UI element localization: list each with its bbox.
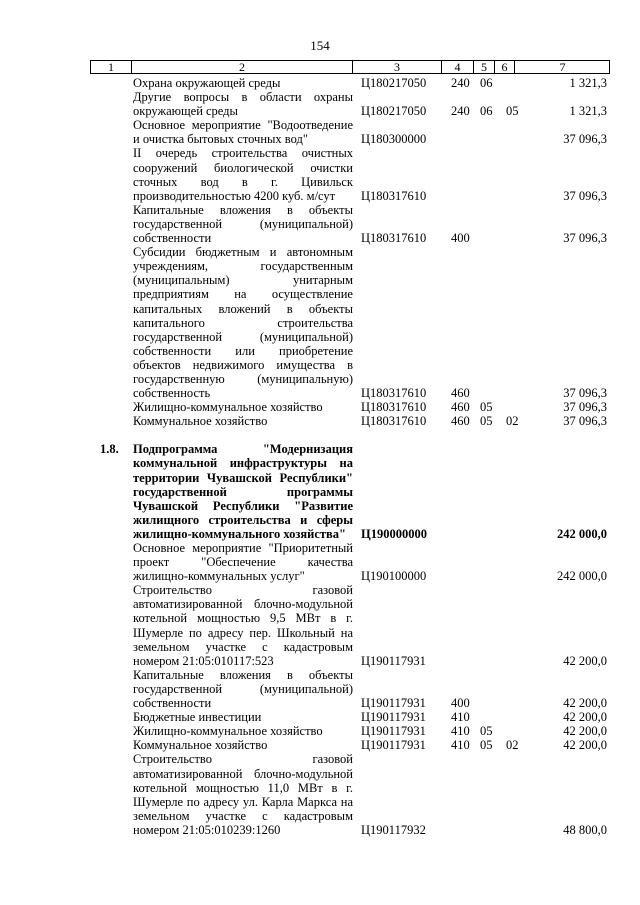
- row-name: Бюджетные инвестиции: [133, 710, 262, 725]
- row-name: Капитальные вложения в объекты государственной (муниципальной) собственности: [133, 667, 353, 711]
- table-row: [0, 583, 640, 668]
- row-name: Капитальные вложения в объекты государственной (муниципальной) собственности: [133, 202, 353, 246]
- row-col-6: 05: [506, 104, 519, 119]
- row-amount: 37 096,3: [563, 132, 607, 147]
- header-col-2: 2: [131, 61, 352, 73]
- table-row: [0, 400, 640, 414]
- row-col-6: 02: [506, 414, 519, 429]
- row-code: Ц180217050: [361, 76, 427, 90]
- row-number: 1.8.: [100, 442, 119, 457]
- row-name: Жилищно-коммунальное хозяйство: [133, 400, 323, 415]
- row-name: Подпрограмма "Модернизация коммунальной инфраструктуры на территории Чувашской Республики" государственной программы Чувашской Республики "Развитие жилищного строительства и сферы жилищно-коммунального хозяйства": [133, 442, 353, 541]
- row-amount: 1 321,3: [569, 76, 607, 90]
- row-name: Строительство газовой автоматизированной блочно-модульной котельной мощностью 9,5 МВт в г. Шумерле по адресу пер. Школьный на земельном участке с кадастровым номером 21:05:010117:523: [133, 583, 353, 668]
- table-row: [0, 668, 640, 710]
- header-col-7: 7: [514, 61, 610, 73]
- row-code: Ц180317610: [361, 400, 427, 415]
- row-col-4: 460: [451, 414, 470, 429]
- table-body: [0, 76, 640, 837]
- header-col-4: 4: [441, 61, 473, 73]
- row-amount: 42 200,0: [563, 710, 607, 725]
- header-col-1: 1: [108, 60, 114, 74]
- row-code: Ц190117932: [361, 822, 426, 837]
- row-col-4: 240: [451, 76, 470, 90]
- table-row: [0, 414, 640, 428]
- row-amount: 37 096,3: [563, 188, 607, 203]
- row-col-5: 05: [480, 414, 493, 429]
- header-col-5: 5: [473, 61, 494, 73]
- row-col-4: 410: [451, 738, 470, 753]
- table-row: [0, 203, 640, 245]
- row-amount: 42 200,0: [563, 738, 607, 753]
- row-amount: 1 321,3: [569, 104, 607, 119]
- row-amount: 242 000,0: [557, 526, 607, 541]
- row-col-5: 06: [480, 104, 493, 119]
- row-code: Ц190117931: [361, 696, 426, 711]
- table-row: [0, 90, 640, 118]
- row-col-4: 240: [451, 104, 470, 119]
- row-col-4: 460: [451, 386, 470, 401]
- header-col-3: 3: [352, 61, 441, 73]
- row-col-4: 400: [451, 696, 470, 711]
- header-col-6: 6: [494, 61, 514, 73]
- table-row: [0, 442, 640, 541]
- page-number: 154: [310, 38, 330, 53]
- row-code: Ц190117931: [361, 653, 426, 668]
- row-col-4: 410: [451, 724, 470, 739]
- row-name: Коммунальное хозяйство: [133, 738, 268, 753]
- row-amount: 42 200,0: [563, 696, 607, 711]
- row-amount: 48 800,0: [563, 822, 607, 837]
- row-col-5: 05: [480, 400, 493, 415]
- row-col-5: 05: [480, 724, 493, 739]
- row-amount: 37 096,3: [563, 386, 607, 401]
- row-name: Коммунальное хозяйство: [133, 414, 268, 429]
- row-name: Жилищно-коммунальное хозяйство: [133, 724, 323, 739]
- row-amount: 42 200,0: [563, 653, 607, 668]
- row-amount: 42 200,0: [563, 724, 607, 739]
- table-row: [0, 118, 640, 146]
- row-amount: 37 096,3: [563, 231, 607, 246]
- table-row: [0, 541, 640, 583]
- table-row: [0, 724, 640, 738]
- row-code: Ц190117931: [361, 710, 426, 725]
- row-col-4: 410: [451, 710, 470, 725]
- row-code: Ц190117931: [361, 724, 426, 739]
- row-name: II очередь строительства очистных сооружений биологической очистки сточных вод в г. Цивильск производительностью 4200 куб. м/сут: [133, 146, 353, 203]
- row-code: Ц180317610: [361, 188, 427, 203]
- row-code: Ц180217050: [361, 104, 427, 119]
- row-gap: [0, 428, 640, 442]
- row-name: Основное мероприятие "Приоритетный проект "Обеспечение качества жилищно-коммунальных услуг": [133, 541, 353, 584]
- row-code: Ц190100000: [361, 569, 427, 584]
- table-row: [0, 76, 640, 90]
- row-col-4: 400: [451, 231, 470, 246]
- row-code: Ц180317610: [361, 231, 427, 246]
- row-col-4: 460: [451, 400, 470, 415]
- row-amount: 37 096,3: [563, 414, 607, 429]
- table-row: [0, 245, 640, 400]
- row-col-6: 02: [506, 738, 519, 753]
- row-code: Ц180317610: [361, 414, 427, 429]
- row-code: Ц190000000: [361, 526, 427, 541]
- table-row: [0, 710, 640, 724]
- row-name: Строительство газовой автоматизированной блочно-модульной котельной мощностью 11,0 МВт в г. Шумерле по адресу ул. Карла Маркса на земельном участке с кадастровым номером 21:05:010239:1260: [133, 752, 353, 837]
- table-row: [0, 738, 640, 752]
- row-amount: 242 000,0: [557, 569, 607, 584]
- table-row: [0, 146, 640, 202]
- table-row: [0, 752, 640, 837]
- row-code: Ц180300000: [361, 132, 427, 147]
- row-name: Охрана окружающей среды: [133, 76, 281, 90]
- row-code: Ц180317610: [361, 386, 427, 401]
- row-amount: 37 096,3: [563, 400, 607, 415]
- row-col-5: 06: [480, 76, 493, 90]
- row-name: Основное мероприятие "Водоотведение и очистка бытовых сточных вод": [133, 118, 353, 147]
- table-header: [90, 60, 610, 74]
- row-col-5: 05: [480, 738, 493, 753]
- row-code: Ц190117931: [361, 738, 426, 753]
- row-name: Субсидии бюджетным и автономным учреждениям, государственным (муниципальным) унитарным предприятиям на осуществление капитальных вложений в объекты капитального строительства государственной (муниципальной) собственности или приобретение объектов недвижимого имущества в государственную (муниципальную) собственность: [133, 245, 353, 401]
- row-name: Другие вопросы в области охраны окружающей среды: [133, 90, 353, 119]
